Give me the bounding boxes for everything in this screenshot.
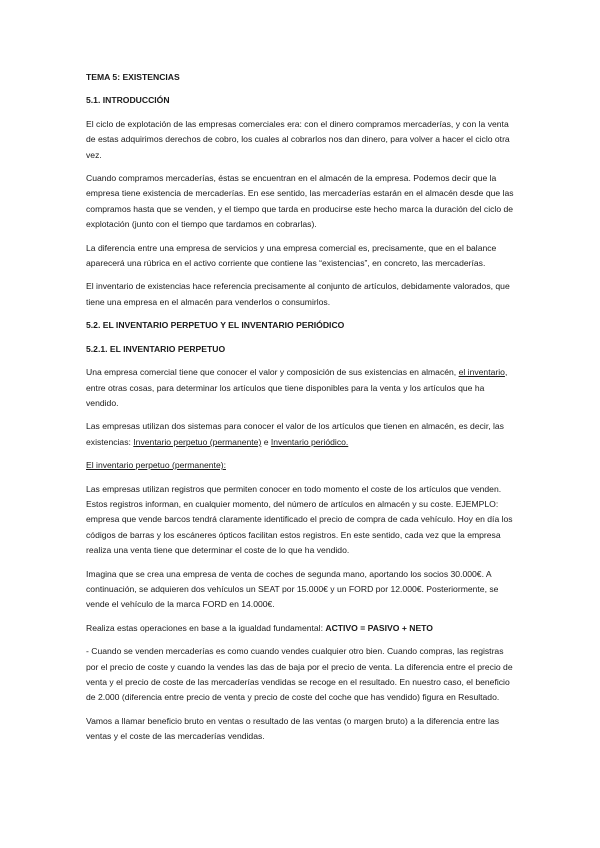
subheading-inventario-perpetuo: El inventario perpetuo (permanente): xyxy=(86,460,226,471)
text-run: Las empresas utilizan dos sistemas para conocer el valor de los artículos que tienen en almacén, es decir, las existencias: xyxy=(86,421,504,447)
paragraph-diferencia-empresas: La diferencia entre una empresa de servicios y una empresa comercial es, precisamente, que en el balance aparecerá una rúbrica en el activo corriente que contiene las “existencias”, en concreto, las mercaderías. xyxy=(86,242,497,269)
section-heading-introduccion: 5.1. INTRODUCCIÓN xyxy=(86,95,170,106)
document-body xyxy=(86,70,516,753)
subsection-heading-perpetuo: 5.2.1. EL INVENTARIO PERPETUO xyxy=(86,343,226,354)
paragraph-dos-sistemas xyxy=(86,419,516,450)
text-run: Una empresa comercial tiene que conocer el valor y composición de sus existencias en almacén, xyxy=(86,367,459,378)
underlined-term-perpetuo: Inventario perpetuo (permanente) xyxy=(133,436,262,447)
paragraph-inventario-existencias: El inventario de existencias hace referencia precisamente al conjunto de artículos, debidamente valorados, que tiene una empresa en el almacén para venderlos o consumirlos. xyxy=(86,281,510,307)
text-run: e xyxy=(261,436,271,447)
section-heading-inventario: 5.2. EL INVENTARIO PERPETUO Y EL INVENTARIO PERIÓDICO xyxy=(86,320,345,331)
paragraph-beneficio-bruto: Vamos a llamar beneficio bruto en ventas o resultado de las ventas (o margen bruto) a la diferencia entre las ventas y el coste de las mercaderías vendidas. xyxy=(86,715,500,742)
paragraph-venta-mercaderias: - Cuando se venden mercaderías es como cuando vendes cualquier otro bien. Cuando compras, las registras por el precio de coste y cuando la vendes las das de baja por el precio de venta. La diferencia entre el precio de venta y el precio de coste de las mercaderías vendidas se recoge en el resultado. En nuestro caso, el beneficio de 2.000 (diferencia entre precio de venta y precio de coste del coche que has vendido) figura en Resultado. xyxy=(86,646,513,703)
paragraph-empresa-comercial xyxy=(86,365,516,411)
paragraph-registros: Las empresas utilizan registros que permiten conocer en todo momento el coste de los artículos que venden. Estos registros informan, en cualquier momento, del número de artículos en almacén y su coste. EJEMPLO: empresa que vende barcos tendrá claramente identificado el precio de compra de cada vehículo. Hoy en día los códigos de barras y los escáneres ópticos facilitan estos registros. En este sentido, cada vez que la empresa realiza una venta tiene que determinar el coste de lo que ha vendido. xyxy=(86,483,513,556)
underlined-term-inventario: el inventario xyxy=(458,367,505,378)
text-run: , entre otras cosas, para determinar los artículos que tiene disponibles para la venta y los artículos que ha vendido. xyxy=(86,367,508,408)
paragraph-ciclo-explotacion: El ciclo de explotación de las empresas comerciales era: con el dinero compramos mercaderías, y con la venta de estas adquirimos derechos de cobro, los cuales al cobrarlos nos dan dinero, para volver a hacer el ciclo otra vez. xyxy=(86,118,510,160)
document-title: TEMA 5: EXISTENCIAS xyxy=(86,72,180,82)
text-run: Realiza estas operaciones en base a la igualdad fundamental: xyxy=(86,622,326,633)
paragraph-existencia-mercaderias: Cuando compramos mercaderías, éstas se encuentran en el almacén de la empresa. Podemos decir que la empresa tiene existencia de mercaderías. En ese sentido, las mercaderías estarán en el almacén desde que las compramos hasta que se venden, y el tiempo que tarda en producirse este hecho marca la duración del ciclo de explotación (junto con el tiempo que tardamos en cobrarlas). xyxy=(86,173,514,230)
bold-equation: ACTIVO = PASIVO + NETO xyxy=(325,622,433,633)
paragraph-ejemplo-coches: Imagina que se crea una empresa de venta de coches de segunda mano, aportando los socios 30.000€. A continuación, se adquieren dos vehículos un SEAT por 15.000€ y un FORD por 12.000€. Posteriormente, se vende el vehículo de la marca FORD en 14.000€. xyxy=(86,568,499,610)
paragraph-igualdad-fundamental xyxy=(86,621,516,636)
underlined-term-periodico: Inventario periódico. xyxy=(270,436,349,447)
